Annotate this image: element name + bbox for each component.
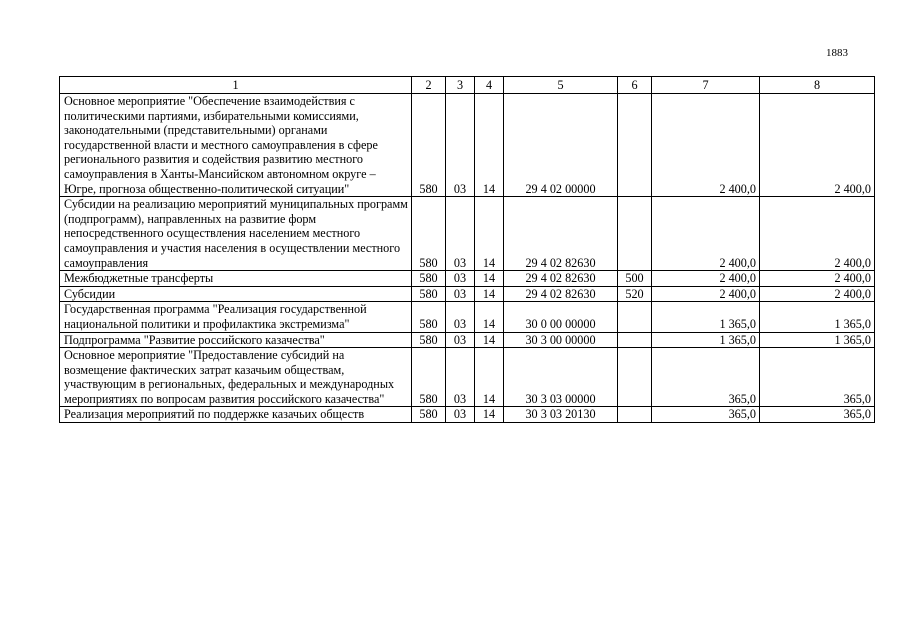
row-name: Подпрограмма "Развитие российского казачества" xyxy=(60,332,412,348)
cell-sum-1: 2 400,0 xyxy=(652,286,760,302)
cell-sum-1: 2 400,0 xyxy=(652,271,760,287)
row-name: Субсидии на реализацию мероприятий муниципальных программ (подпрограмм), направленных на развитие форм непосредственного осуществления населением местного самоуправления и участия населения в осуществлении местного самоуправления xyxy=(60,197,412,271)
cell-csr: 29 4 02 82630 xyxy=(504,197,618,271)
table-row xyxy=(60,407,875,423)
cell-rz: 03 xyxy=(446,407,475,423)
cell-csr: 29 4 02 00000 xyxy=(504,94,618,197)
cell-csr: 30 0 00 00000 xyxy=(504,302,618,332)
cell-rz: 03 xyxy=(446,94,475,197)
cell-sum-2: 2 400,0 xyxy=(760,286,875,302)
cell-ved: 580 xyxy=(412,348,446,407)
table-row xyxy=(60,271,875,287)
column-header: 3 xyxy=(446,77,475,94)
cell-vr xyxy=(618,332,652,348)
cell-ved: 580 xyxy=(412,302,446,332)
page-number: 1883 xyxy=(826,47,848,59)
cell-sum-2: 1 365,0 xyxy=(760,302,875,332)
cell-rz: 03 xyxy=(446,197,475,271)
cell-sum-1: 365,0 xyxy=(652,348,760,407)
cell-sum-2: 1 365,0 xyxy=(760,332,875,348)
table-row xyxy=(60,302,875,332)
cell-ved: 580 xyxy=(412,94,446,197)
header-row xyxy=(60,77,875,94)
cell-rz: 03 xyxy=(446,286,475,302)
cell-csr: 29 4 02 82630 xyxy=(504,286,618,302)
cell-rz: 03 xyxy=(446,332,475,348)
column-header: 8 xyxy=(760,77,875,94)
cell-sum-1: 1 365,0 xyxy=(652,302,760,332)
table-row xyxy=(60,94,875,197)
cell-vr xyxy=(618,302,652,332)
table-row xyxy=(60,348,875,407)
cell-pr: 14 xyxy=(475,348,504,407)
cell-sum-1: 1 365,0 xyxy=(652,332,760,348)
cell-sum-2: 365,0 xyxy=(760,407,875,423)
cell-vr xyxy=(618,94,652,197)
cell-sum-2: 2 400,0 xyxy=(760,94,875,197)
row-name: Основное мероприятие "Предоставление субсидий на возмещение фактических затрат казачьим обществам, участвующим в региональных, федеральных и международных мероприятиях по вопросам развития российского казачества" xyxy=(60,348,412,407)
cell-sum-1: 2 400,0 xyxy=(652,197,760,271)
table-row xyxy=(60,197,875,271)
column-header: 4 xyxy=(475,77,504,94)
column-header: 5 xyxy=(504,77,618,94)
cell-pr: 14 xyxy=(475,94,504,197)
column-header: 2 xyxy=(412,77,446,94)
cell-rz: 03 xyxy=(446,302,475,332)
cell-pr: 14 xyxy=(475,271,504,287)
cell-ved: 580 xyxy=(412,286,446,302)
cell-rz: 03 xyxy=(446,271,475,287)
cell-vr xyxy=(618,407,652,423)
cell-vr: 520 xyxy=(618,286,652,302)
cell-ved: 580 xyxy=(412,332,446,348)
column-header: 1 xyxy=(60,77,412,94)
cell-rz: 03 xyxy=(446,348,475,407)
cell-pr: 14 xyxy=(475,197,504,271)
budget-table xyxy=(59,76,875,423)
row-name: Межбюджетные трансферты xyxy=(60,271,412,287)
cell-sum-2: 2 400,0 xyxy=(760,271,875,287)
cell-ved: 580 xyxy=(412,407,446,423)
row-name: Реализация мероприятий по поддержке казачьих обществ xyxy=(60,407,412,423)
table-row xyxy=(60,332,875,348)
cell-csr: 30 3 03 20130 xyxy=(504,407,618,423)
cell-sum-2: 365,0 xyxy=(760,348,875,407)
cell-pr: 14 xyxy=(475,286,504,302)
cell-pr: 14 xyxy=(475,407,504,423)
cell-csr: 30 3 00 00000 xyxy=(504,332,618,348)
cell-sum-1: 365,0 xyxy=(652,407,760,423)
cell-sum-1: 2 400,0 xyxy=(652,94,760,197)
column-header: 7 xyxy=(652,77,760,94)
table-row xyxy=(60,286,875,302)
cell-pr: 14 xyxy=(475,332,504,348)
column-header: 6 xyxy=(618,77,652,94)
cell-csr: 29 4 02 82630 xyxy=(504,271,618,287)
cell-vr xyxy=(618,348,652,407)
cell-vr: 500 xyxy=(618,271,652,287)
row-name: Субсидии xyxy=(60,286,412,302)
cell-pr: 14 xyxy=(475,302,504,332)
row-name: Основное мероприятие "Обеспечение взаимодействия с политическими партиями, избирательными комиссиями, законодательными (представительными) органами государственной власти и местного самоуправления в сфере регионального развития и содействия развитию местного самоуправления в Ханты-Мансийском автономном округе – Югре, прогноза общественно-политической ситуации" xyxy=(60,94,412,197)
row-name: Государственная программа "Реализация государственной национальной политики и профилактика экстремизма" xyxy=(60,302,412,332)
cell-csr: 30 3 03 00000 xyxy=(504,348,618,407)
cell-vr xyxy=(618,197,652,271)
cell-ved: 580 xyxy=(412,197,446,271)
cell-sum-2: 2 400,0 xyxy=(760,197,875,271)
cell-ved: 580 xyxy=(412,271,446,287)
